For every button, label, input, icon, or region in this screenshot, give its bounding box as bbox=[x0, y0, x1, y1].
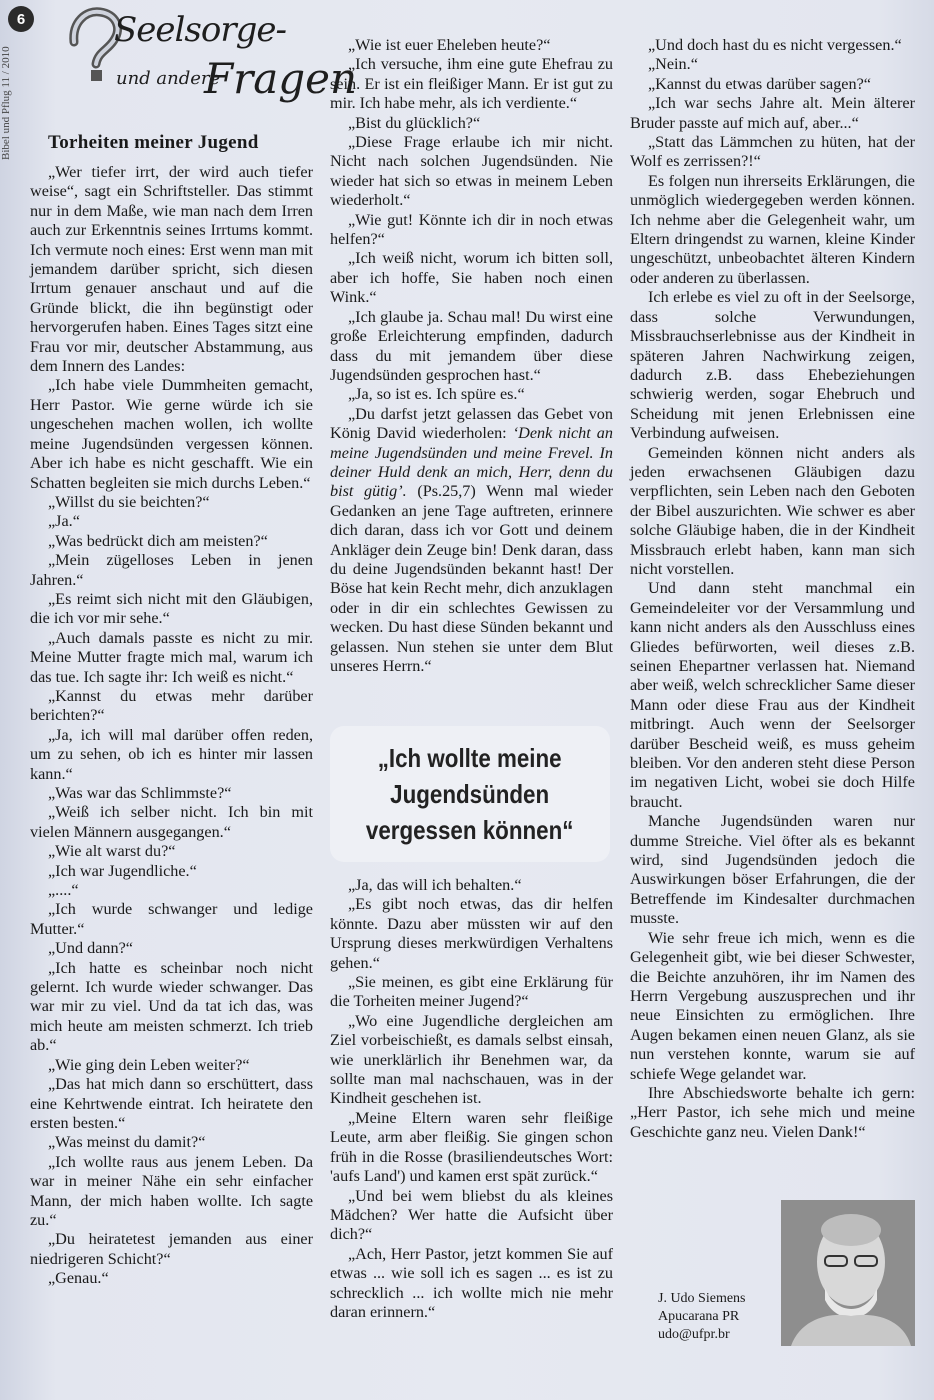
column-logo bbox=[66, 4, 358, 114]
column-2 bbox=[330, 36, 613, 676]
prayer-quote: ‘Denk nicht an meine Jugendsünden und meine Frevel. In deiner Huld denk an mich, Herr, denn du bist gütig’. bbox=[330, 424, 613, 501]
col2-paragraph: „Wie ist euer Eheleben heute?“ bbox=[348, 36, 551, 54]
author-name: J. Udo Siemens bbox=[658, 1291, 746, 1306]
col2-paragraph: „Bist du glücklich?“ bbox=[348, 113, 481, 132]
author-photo bbox=[781, 1200, 915, 1346]
col1-paragraph: „Was bedrückt dich am meisten?“ bbox=[48, 531, 268, 550]
col2-paragraph: „Ich glaube ja. Schau mal! Du wirst eine große Erleichterung empfinden, dadurch dass du mit jemandem über diese Jugendsünden gesprochen hast.“ bbox=[330, 307, 613, 384]
col2b-paragraph: „Und bei wem bliebst du als kleines Mädchen? Wer hatte die Aufsicht über dich?“ bbox=[330, 1186, 613, 1244]
logo-word-1: Seelsorge- bbox=[114, 10, 286, 50]
col1-paragraph: „Willst du sie beichten?“ bbox=[48, 492, 210, 511]
col1-paragraph: „Wie alt warst du?“ bbox=[48, 842, 176, 861]
col3-paragraph: „Und doch hast du es nicht vergessen.“ bbox=[648, 36, 902, 54]
col3-paragraph: Gemeinden können nicht anders als jeden erwachsenen Gläubigen dazu verpflichten, sein Leben nach den Geboten der Bibel auszurichten. Wie schwer es aber solche Gläubige haben, die in der Kindheit Missbrauch erlebt haben, kann man sich nicht vorstellen. bbox=[630, 443, 915, 578]
col2b-paragraph: „Sie meinen, es gibt eine Erklärung für die Torheiten meiner Jugend?“ bbox=[330, 973, 613, 1011]
col1-paragraph: „Auch damals passte es nicht zu mir. Meine Mutter fragte mich mal, warum ich das tue. Ich sagte ihr: Ich weiß es nicht.“ bbox=[30, 628, 313, 686]
col1-paragraph: „Es reimt sich nicht mit den Gläubigen, die ich vor mir sehe.“ bbox=[30, 589, 313, 628]
col2-paragraph: „Diese Frage erlaube ich mir nicht. Nicht nach solchen Jugendsünden. Nie wieder hat sich so etwas in meinem Leben wiederholt.“ bbox=[330, 133, 613, 210]
col1-paragraph: „Wie ging dein Leben weiter?“ bbox=[48, 1055, 250, 1074]
col1-paragraph: „Ich habe viele Dummheiten gemacht, Herr Pastor. Wie gerne würde ich sie ungeschehen machen wollen, ich wollte meine Jugendsünden vergessen können. Aber ich habe es nicht geschafft. Wie ein Schatten begleiten sie mich durchs Leben.“ bbox=[30, 376, 313, 492]
col2-paragraph: „Ja, so ist es. Ich spüre es.“ bbox=[348, 385, 525, 404]
col2b-paragraph: „Wo eine Jugendliche dergleichen am Ziel vorbeischießt, es damals selbst einsah, wie unerklärlich ihr Benehmen war, da sollte man mal nachschauen, was in der Kindheit geschehen ist. bbox=[330, 1011, 613, 1108]
prayer-lead: „Du darfst jetzt gelassen das Gebet von König David wiederholen: bbox=[330, 404, 613, 443]
column-3 bbox=[630, 36, 915, 1142]
col1-paragraph: „Kannst du etwas mehr darüber berichten?“ bbox=[30, 686, 313, 725]
col3-paragraph: Ich erlebe es viel zu oft in der Seelsorge, dass solche Verwundungen, Missbrauchserlebnisse aus der Kindheit in späteren Jahren Nachwirkung zeigen, dadurch z.B. dass Ehebeziehungen schwierig werden, sogar Ehebruch und Scheidung mit jenen Erlebnissen eine Verbindung aufweisen. bbox=[630, 288, 915, 443]
pull-quote-box bbox=[330, 726, 610, 862]
col1-paragraph: „Du heiratetest jemanden aus einer niedrigeren Schicht?“ bbox=[30, 1230, 313, 1268]
page-number-badge: 6 bbox=[8, 6, 34, 32]
col1-paragraph: „Ich hatte es scheinbar noch nicht gelernt. Ich wurde wieder schwanger. Das war mir zu viel. Und da tat ich das, was mich heute am meisten schmerzt. Ich trieb ab.“ bbox=[30, 958, 313, 1055]
col1-paragraph: „Mein zügelloses Leben in jenen Jahren.“ bbox=[30, 551, 313, 589]
col2b-paragraph: „Ach, Herr Pastor, jetzt kommen Sie auf etwas ... wie soll ich es sagen ... es ist zu schrecklich ... ich wollte mich nie mehr daran erinnern.“ bbox=[330, 1244, 613, 1321]
col3-paragraph: Manche Jugendsünden waren nur dumme Streiche. Viel öfter als es bekannt wird, sind Jugendsünden jedoch die Auswirkungen böser Erfahrungen, die der Betreffende im Kindesalter durchmachen musste. bbox=[630, 812, 915, 928]
col2b-paragraph: „Ja, das will ich behalten.“ bbox=[348, 876, 522, 894]
col1-paragraph: „Ich war Jugendliche.“ bbox=[48, 861, 197, 880]
author-email: udo@ufpr.br bbox=[658, 1327, 730, 1342]
prayer-paragraph bbox=[330, 405, 613, 677]
col2-paragraph: „Ich weiß nicht, worum ich bitten soll, aber ich hoffe, Sie haben noch einen Wink.“ bbox=[330, 249, 613, 307]
column-2-lower bbox=[330, 876, 613, 1322]
prayer-rest: (Ps.25,7) Wenn mal wieder Gedanken an jene Tage auftreten, erinnere dich daran, dass ich vor Gott und deinem Ankläger dein Zeuge bin! Denk daran, dass du deine Jugendsünden bekannt hast! Der Böse hat kein Recht mehr, dich anzuklagen oder in dir ein schlechtes Gewissen zu wecken. Du hast diese Sünden bekannt und gelassen. Nun stehen sie unter dem Blut unseres Herrn.“ bbox=[330, 482, 613, 675]
logo-word-2: und andere bbox=[116, 68, 221, 89]
col3-paragraph: „Statt das Lämmchen zu hüten, hat der Wolf es zerrissen?!“ bbox=[630, 133, 915, 171]
col1-paragraph: „Ich wurde schwanger und ledige Mutter.“ bbox=[30, 900, 313, 938]
col1-paragraph: „Weiß ich selber nicht. Ich bin mit vielen Männern ausgegangen.“ bbox=[30, 803, 313, 841]
col3-paragraph: „Ich war sechs Jahre alt. Mein älterer Bruder passte auf mich auf, aber...“ bbox=[630, 94, 915, 132]
col1-paragraph: „Ja, ich will mal darüber offen reden, um zu sehen, ob ich es hinter mir lassen kann.“ bbox=[30, 725, 313, 783]
col3-paragraph: Ihre Abschiedsworte behalte ich gern:„Herr Pastor, ich sehe mich und meine Geschichte ganz neu. Vielen Dank!“ bbox=[630, 1083, 915, 1141]
col3-paragraph: Es folgen nun ihrerseits Erklärungen, die unmöglich wiedergegeben werden können. Ich nehme aber die Gelegenheit wahr, um Eltern dringendst zu warnen, kleine Kinder ungeschützt, unbeobachtet älteren Kindern oder anderen zu überlassen. bbox=[630, 171, 915, 287]
col3-paragraph: „Nein.“ bbox=[648, 55, 698, 74]
col3-paragraph: „Kannst du etwas darüber sagen?“ bbox=[648, 74, 871, 93]
col2b-paragraph: „Es gibt noch etwas, das dir helfen könnte. Dazu aber müssten wir auf den Ursprung dieses merkwürdigen Verhaltens gehen.“ bbox=[330, 895, 613, 972]
col2b-paragraph: „Meine Eltern waren sehr fleißige Leute, arm aber fleißig. Sie gingen schon früh in die Rosse (brasiliendeutsches Wort: 'aufs Land') und kamen erst spät zurück.“ bbox=[330, 1108, 613, 1186]
pull-quote-text: „Ich wollte meine Jugendsünden vergessen können“ bbox=[366, 743, 574, 845]
col1-paragraph: „Was meinst du damit?“ bbox=[48, 1133, 206, 1152]
col1-paragraph: „Das hat mich dann so erschüttert, dass eine Kehrtwende eintrat. Ich heiratete den ersten besten.“ bbox=[30, 1075, 313, 1132]
spine-text: Bibel und Pflug 11 / 2010 bbox=[0, 46, 12, 160]
logo-word-3: Fragen bbox=[204, 54, 358, 103]
col1-paragraph: „Genau.“ bbox=[48, 1269, 109, 1288]
column-1 bbox=[30, 163, 313, 1289]
col3-paragraph: Und dann steht manchmal ein Gemeindeleiter vor der Versammlung und kann nicht anders als den Ausschluss eines Gliedes befürworten, weil dieses z.B. seinen Ehepartner verlassen hat. Niemand aber weiß, welch schrecklicher Same dieser Mann oder diese Frau aus der Kindheit mitbringt. Auch wenn der Seelsorger darüber Bescheid weiß, es muss geheim bleiben. Vor den anderen steht diese Person im negativen Licht, wobei sie doch Hilfe braucht. bbox=[630, 579, 915, 811]
col2-paragraph: „Wie gut! Könnte ich dir in noch etwas helfen?“ bbox=[330, 210, 613, 249]
col1-paragraph: „Ich wollte raus aus jenem Leben. Da war in meiner Nähe ein sehr einfacher Mann, der mich haben wollte. Ich sagte zu.“ bbox=[30, 1152, 313, 1229]
col1-paragraph: „Was war das Schlimmste?“ bbox=[48, 784, 232, 802]
author-block bbox=[658, 1290, 788, 1344]
col1-paragraph: „....“ bbox=[48, 881, 79, 900]
article-title: Torheiten meiner Jugend bbox=[48, 132, 259, 153]
col3-paragraph: Wie sehr freue ich mich, wenn es die Gelegenheit gibt, wie bei dieser Schwester, die Beichte anzuhören, ihr im Namen des Herrn Vergebung auszusprechen und ihr neue Einsichten zu ermöglichen. Ihre Augen bekamen einen neuen Glanz, als sie nun verstehen konnte, warum sie auf schiefe Wege gelandet war. bbox=[630, 928, 915, 1083]
col1-paragraph: „Und dann?“ bbox=[48, 939, 133, 958]
col1-paragraph: „Ja.“ bbox=[48, 512, 80, 531]
col2-paragraph: „Ich versuche, ihm eine gute Ehefrau zu sein. Er ist ein fleißiger Mann. Er ist gut zu mir. Ich habe mehr, als ich verdiente.“ bbox=[330, 55, 613, 113]
col1-paragraph: „Wer tiefer irrt, der wird auch tiefer weise“, sagt ein Schriftsteller. Das stimmt nur in dem Maße, wie man nach dem Irren auch zur Erkenntnis seines Irrtums kommt. Ich vermute noch eines: Erst wenn man mit jemandem darüber spricht, sich diesen Irrtum genauer anschaut und auf die Gründe blickt, die ihn begünstigt oder hervorgerufen haben. Eines Tages sitzt eine Frau vor mir, deutscher Abstammung, aus dem Innern des Landes: bbox=[30, 163, 313, 376]
author-place: Apucarana PR bbox=[658, 1309, 740, 1324]
